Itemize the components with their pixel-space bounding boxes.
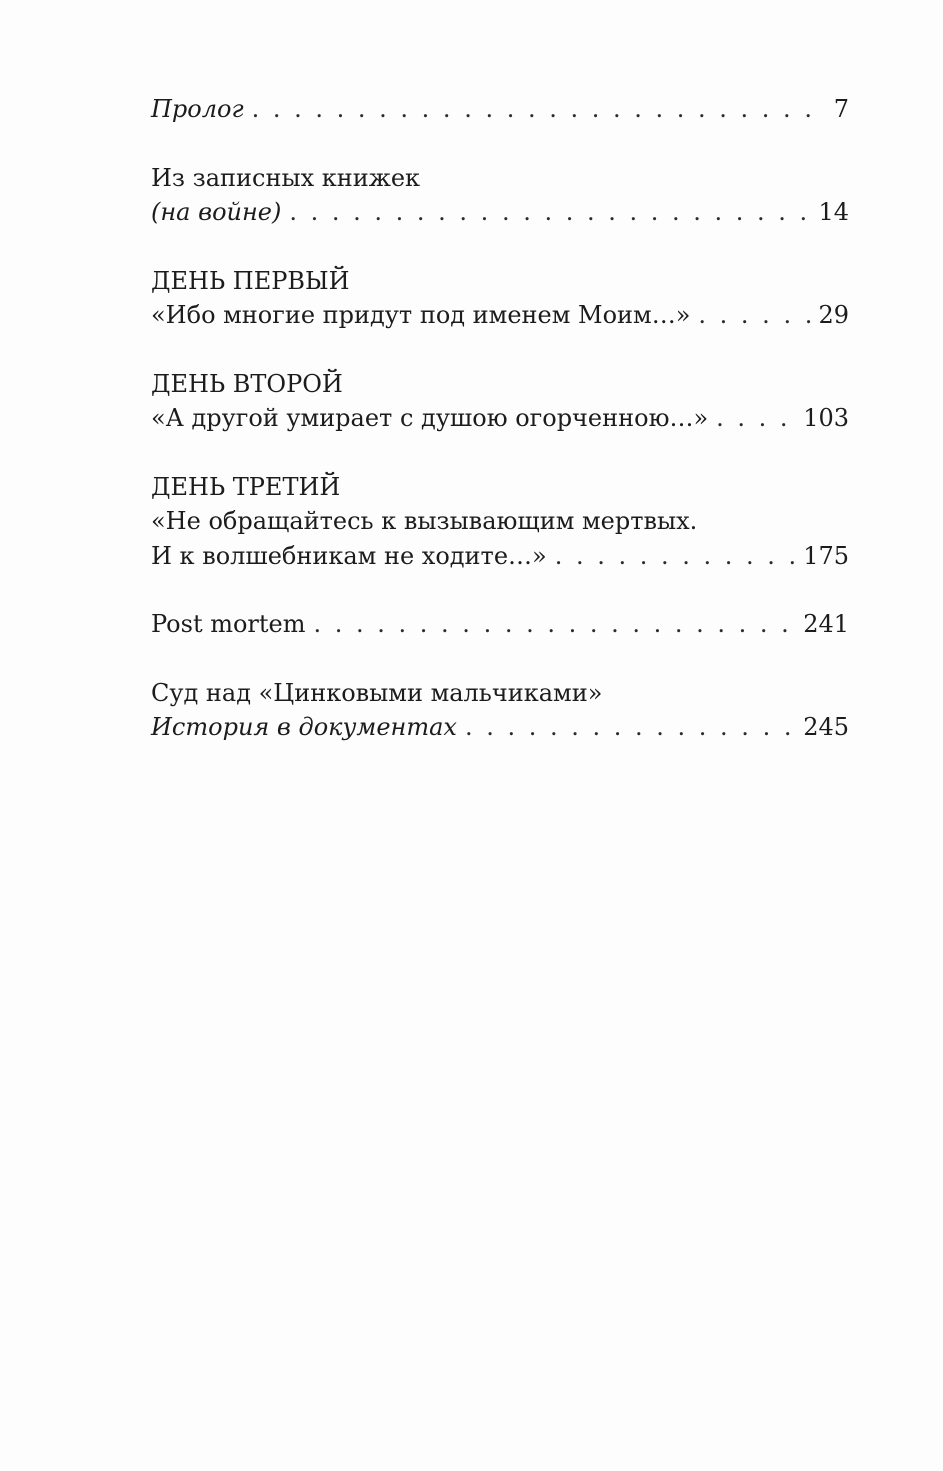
- toc-entry-line: [151, 401, 849, 436]
- toc-page-number: 14: [818, 198, 849, 226]
- toc-entry-line: [151, 195, 849, 230]
- toc-entry-line: [151, 92, 849, 127]
- toc-entry[interactable]: [151, 264, 849, 333]
- toc-entry-title: История в документах: [151, 713, 457, 741]
- dot-leader: [289, 195, 812, 230]
- toc-page-number: 29: [818, 301, 849, 329]
- toc-entry[interactable]: [151, 92, 849, 127]
- entry-spacer: [151, 333, 849, 367]
- toc-entry[interactable]: [151, 161, 849, 230]
- toc-entry-title: Post mortem: [151, 610, 306, 638]
- toc-entry-line: [151, 161, 849, 196]
- toc-entry-title: «Не обращайтесь к вызывающим мертвых.: [151, 507, 698, 535]
- entry-spacer: [151, 573, 849, 607]
- entry-spacer: [151, 642, 849, 676]
- table-of-contents: [151, 92, 849, 745]
- toc-page-number: 245: [803, 713, 849, 741]
- toc-entry-line: [151, 539, 849, 574]
- toc-entry-line: [151, 710, 849, 745]
- entry-spacer: [151, 436, 849, 470]
- toc-entry-line: [151, 676, 849, 711]
- toc-entry-line: [151, 504, 849, 539]
- toc-entry-title: Пролог: [151, 95, 244, 123]
- toc-entry-title: И к волшебникам не ходите…»: [151, 541, 547, 570]
- toc-entry-title: «Ибо многие придут под именем Моим…»: [151, 301, 691, 329]
- dot-leader: [555, 539, 797, 574]
- toc-page-number: 103: [803, 404, 849, 432]
- dot-leader: [716, 401, 797, 436]
- toc-entry-title: Из записных книжек: [151, 163, 421, 192]
- toc-entry-line: [151, 470, 849, 505]
- toc-entry[interactable]: [151, 676, 849, 745]
- toc-page-number: 241: [803, 610, 849, 638]
- toc-entry-line: [151, 298, 849, 333]
- toc-entry-line: [151, 264, 849, 299]
- toc-entry[interactable]: [151, 470, 849, 574]
- toc-page-number: 175: [803, 541, 849, 570]
- toc-entry-title: Суд над «Цинковыми мальчиками»: [151, 678, 603, 707]
- dot-leader: [314, 607, 798, 642]
- toc-entry-line: [151, 367, 849, 402]
- dot-leader: [465, 710, 797, 745]
- entry-spacer: [151, 127, 849, 161]
- toc-entry[interactable]: [151, 607, 849, 642]
- toc-entry[interactable]: [151, 367, 849, 436]
- toc-entry-line: [151, 607, 849, 642]
- toc-entry-title: «А другой умирает с душою огорченною…»: [151, 404, 709, 432]
- toc-entry-title: ДЕНЬ ПЕРВЫЙ: [151, 266, 350, 295]
- dot-leader: [698, 298, 812, 333]
- toc-page-number: 7: [833, 95, 849, 123]
- dot-leader: [252, 92, 823, 127]
- toc-entry-title: ДЕНЬ ВТОРОЙ: [151, 369, 343, 398]
- toc-entry-title: (на войне): [151, 198, 282, 226]
- entry-spacer: [151, 230, 849, 264]
- toc-entry-title: ДЕНЬ ТРЕТИЙ: [151, 472, 341, 501]
